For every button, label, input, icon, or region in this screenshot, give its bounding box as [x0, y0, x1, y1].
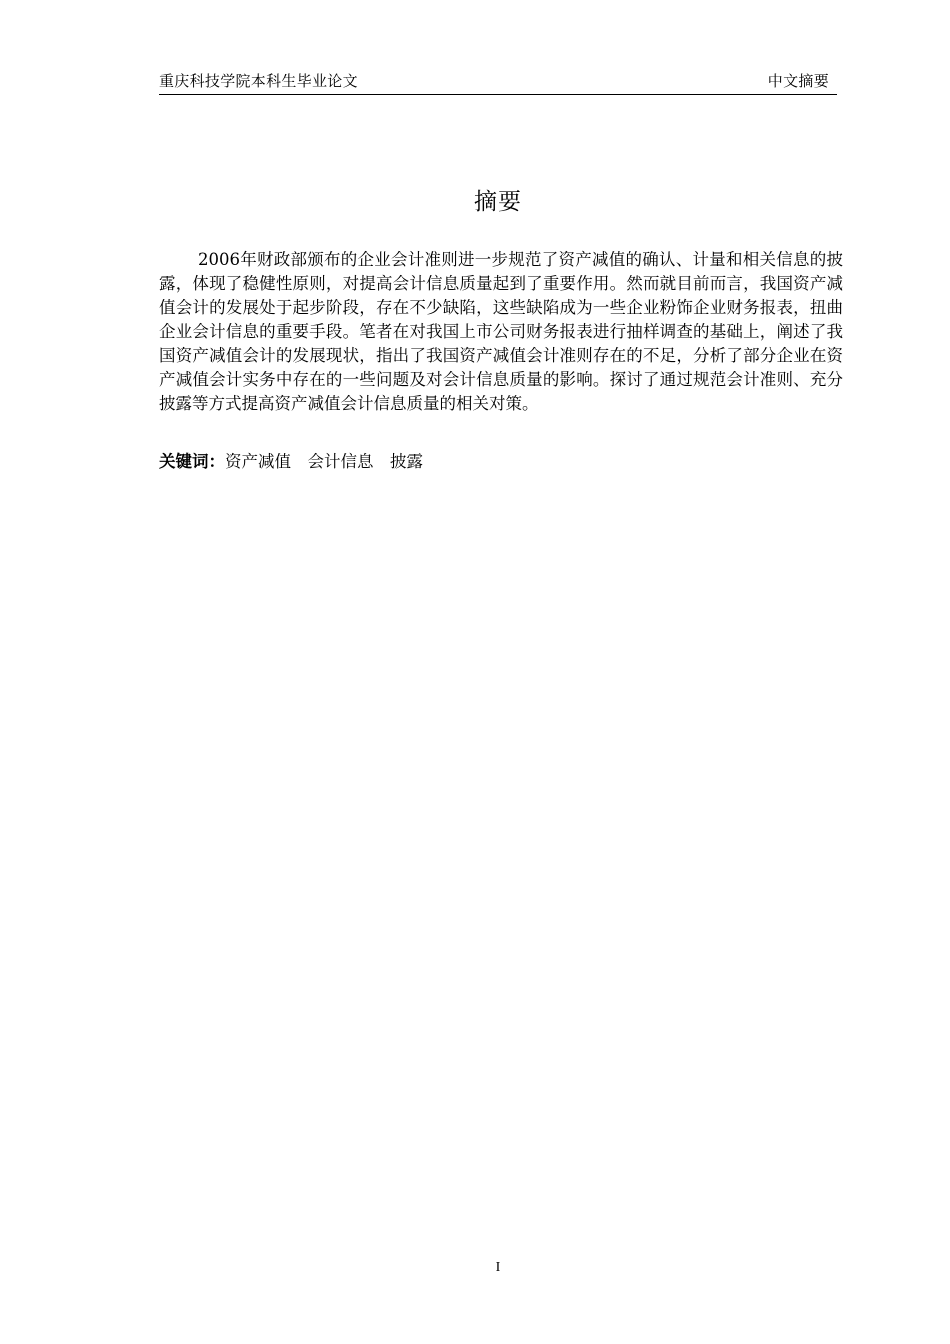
- header-thesis-title: 重庆科技学院本科生毕业论文: [159, 72, 358, 90]
- page-header: [159, 72, 837, 95]
- header-section-name: 中文摘要: [767, 72, 829, 90]
- keywords-line: [159, 450, 423, 474]
- keywords-label: 关键词：: [159, 452, 225, 471]
- abstract-title: 摘要: [474, 189, 522, 215]
- page-number: I: [495, 1260, 501, 1275]
- abstract-body: 2006年财政部颁布的企业会计准则进一步规范了资产减值的确认、计量和相关信息的披露，体现了稳健性原则，对提高会计信息质量起到了重要作用。然而就目前而言，我国资产减值会计的发展处于起步阶段，存在不少缺陷，这些缺陷成为一些企业粉饰企业财务报表，扭曲企业会计信息的重要手段。笔者在对我国上市公司财务报表进行抽样调查的基础上，阐述了我国资产减值会计的发展现状，指出了我国资产减值会计准则存在的不足，分析了部分企业在资产减值会计实务中存在的一些问题及对会计信息质量的影响。探讨了通过规范会计准则、充分披露等方式提高资产减值会计信息质量的相关对策。: [159, 250, 843, 413]
- keywords-value: 资产减值 会计信息 披露: [225, 452, 423, 471]
